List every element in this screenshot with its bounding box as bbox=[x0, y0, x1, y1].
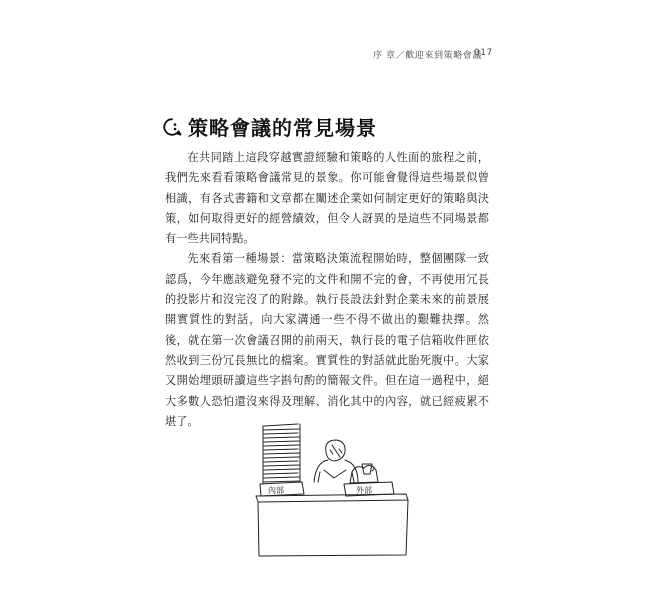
paragraph: 先來看第一種場景：當策略決策流程開始時，整個團隊一致認爲，今年應該避免發不完的文件和開不完的會，不再使用冗長的投影片和沒完沒了的附錄。執行長設法針對企業未來的前景展開實質性的對話，向大家溝通一些不得不做出的艱難抉擇。然後，就在第一次會議召開的前兩天，執行長的電子信箱收件匣依然收到三份冗長無比的檔案。實質性的對話就此胎死腹中。大家又開始埋頭研讀這些字斟句酌的簡報文件。但在這一過程中，絕大多數人恐怕還沒來得及理解、消化其中的內容，就已經疲累不堪了。 bbox=[165, 252, 489, 428]
body-text bbox=[165, 148, 489, 432]
speech-bubble-icon bbox=[162, 117, 182, 137]
paper-stack bbox=[263, 424, 300, 484]
section-heading bbox=[162, 112, 377, 141]
outbox-label: 外部 bbox=[356, 486, 372, 495]
desk-illustration bbox=[246, 410, 416, 570]
desk-front bbox=[258, 500, 408, 556]
page-number: 017 bbox=[474, 48, 493, 58]
section-title: 策略會議的常見場景 bbox=[188, 116, 377, 140]
paragraph: 在共同踏上這段穿越實證經驗和策略的人性面的旅程之前，我們先來看看策略會議常見的景象。你可能會覺得這些場景似曾相識，有各式書籍和文章都在闡述企業如何制定更好的策略與決策，如何取得更好的經營績效，但令人訝異的是這些不同場景都有一些共同特點。 bbox=[165, 151, 489, 246]
inbox-label: 內部 bbox=[268, 486, 284, 495]
running-header: 序 章／歡迎來到策略會議 bbox=[372, 51, 482, 61]
